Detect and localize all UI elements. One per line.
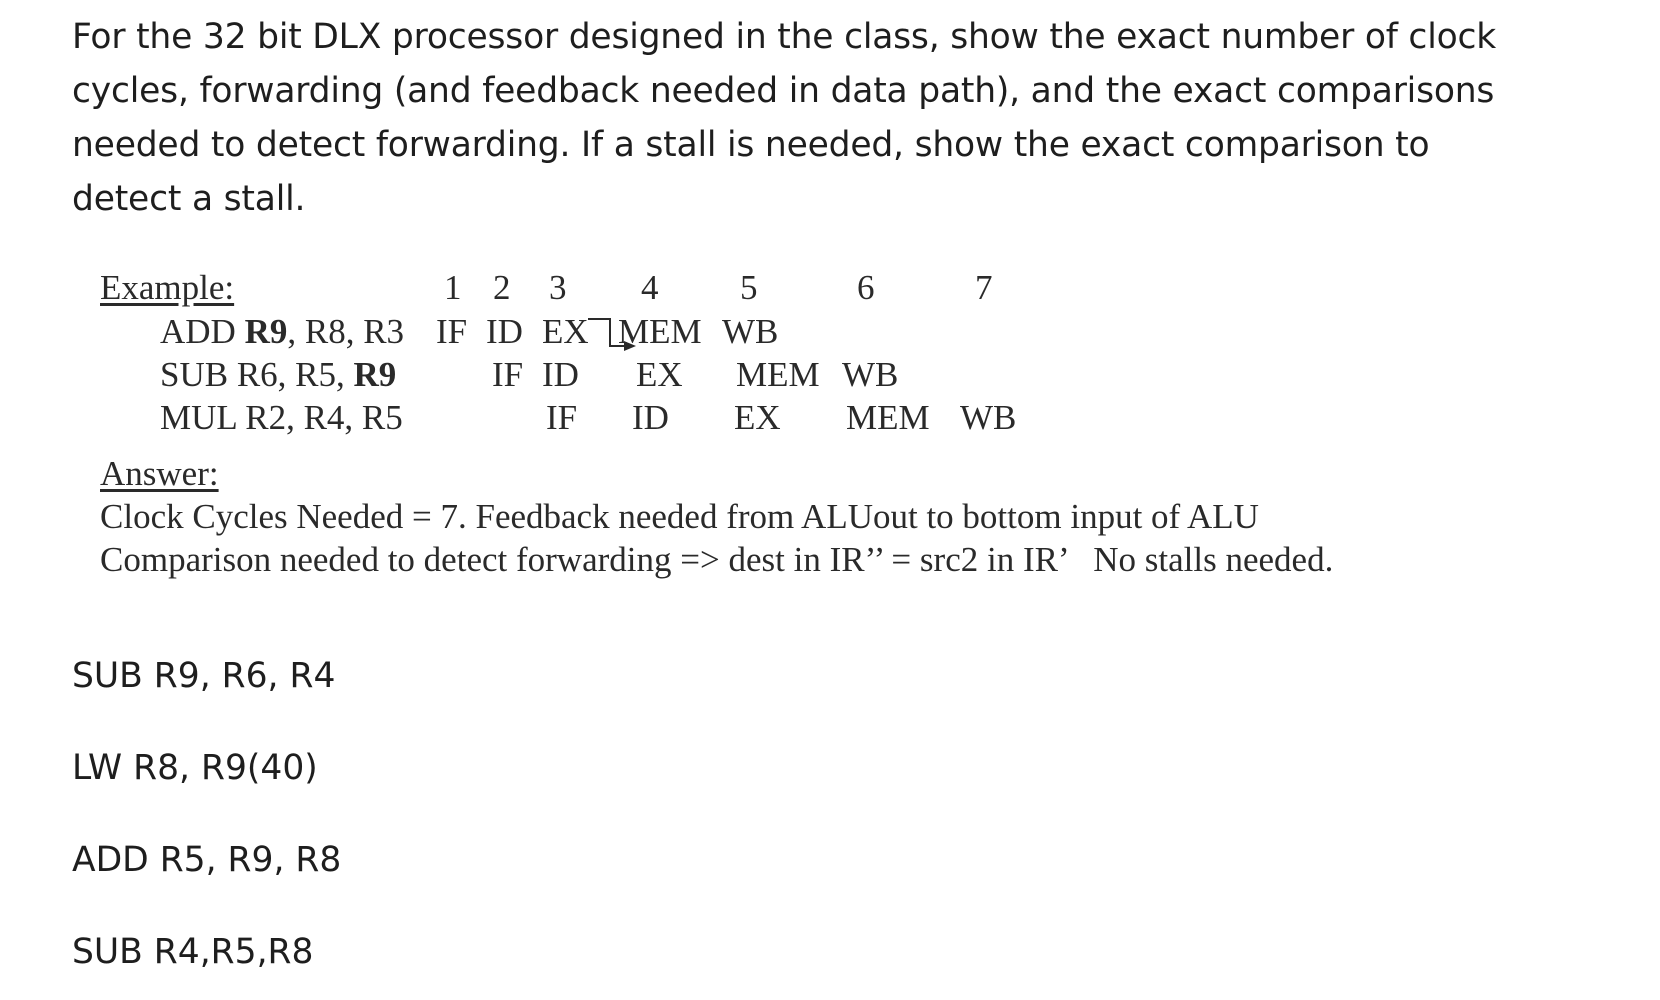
cycle-number: 7 (975, 268, 993, 307)
pipeline-stage: WB (960, 398, 1017, 437)
example-label: Example: (100, 268, 235, 307)
pipeline-stage: ID (542, 355, 579, 394)
example-instruction-mul: MUL R2, R4, R5 (160, 398, 403, 437)
problem-line-1: For the 32 bit DLX processor designed in the class, show the exact number of clock (72, 17, 1497, 57)
problem-line-2: cycles, forwarding (and feedback needed in data path), and the exact comparisons (72, 71, 1495, 111)
example-instruction-add: ADD R9, R8, R3 (160, 312, 405, 351)
pipeline-stage: WB (722, 312, 779, 351)
example-figure (100, 268, 1520, 588)
pipeline-stage: MEM (736, 355, 820, 394)
example-instruction-sub: SUB R6, R5, R9 (160, 355, 397, 394)
pipeline-stage: MEM (846, 398, 930, 437)
problem-statement (72, 10, 1592, 226)
cycle-number: 5 (740, 268, 758, 307)
pipeline-stage: EX (636, 355, 683, 394)
cycle-number: 4 (641, 268, 659, 307)
problem-line-4: detect a stall. (72, 179, 306, 219)
cycle-number: 1 (444, 268, 462, 307)
pipeline-stage: ID (632, 398, 669, 437)
pipeline-stage: ID (486, 312, 523, 351)
answer-line-2: Comparison needed to detect forwarding => dest in IR’’ = src2 in IR’ No stalls needed. (100, 540, 1334, 579)
question-instruction: SUB R9, R6, R4 (72, 656, 336, 696)
question-instruction: LW R8, R9(40) (72, 748, 318, 788)
answer-line-1: Clock Cycles Needed = 7. Feedback needed from ALUout to bottom input of ALU (100, 497, 1259, 536)
cycle-number: 3 (549, 268, 567, 307)
pipeline-stage: EX (734, 398, 781, 437)
problem-line-3: needed to detect forwarding. If a stall is needed, show the exact comparison to (72, 125, 1430, 165)
pipeline-stage: IF (492, 355, 524, 394)
cycle-number: 6 (857, 268, 875, 307)
question-instruction: ADD R5, R9, R8 (72, 840, 342, 880)
answer-label: Answer: (100, 454, 219, 493)
pipeline-stage: IF (546, 398, 578, 437)
pipeline-stage: EX (542, 312, 589, 351)
pipeline-stage: IF (436, 312, 468, 351)
cycle-number: 2 (493, 268, 511, 307)
pipeline-stage: WB (842, 355, 899, 394)
pipeline-stage: MEM (618, 312, 702, 351)
question-instruction: SUB R4,R5,R8 (72, 932, 314, 972)
